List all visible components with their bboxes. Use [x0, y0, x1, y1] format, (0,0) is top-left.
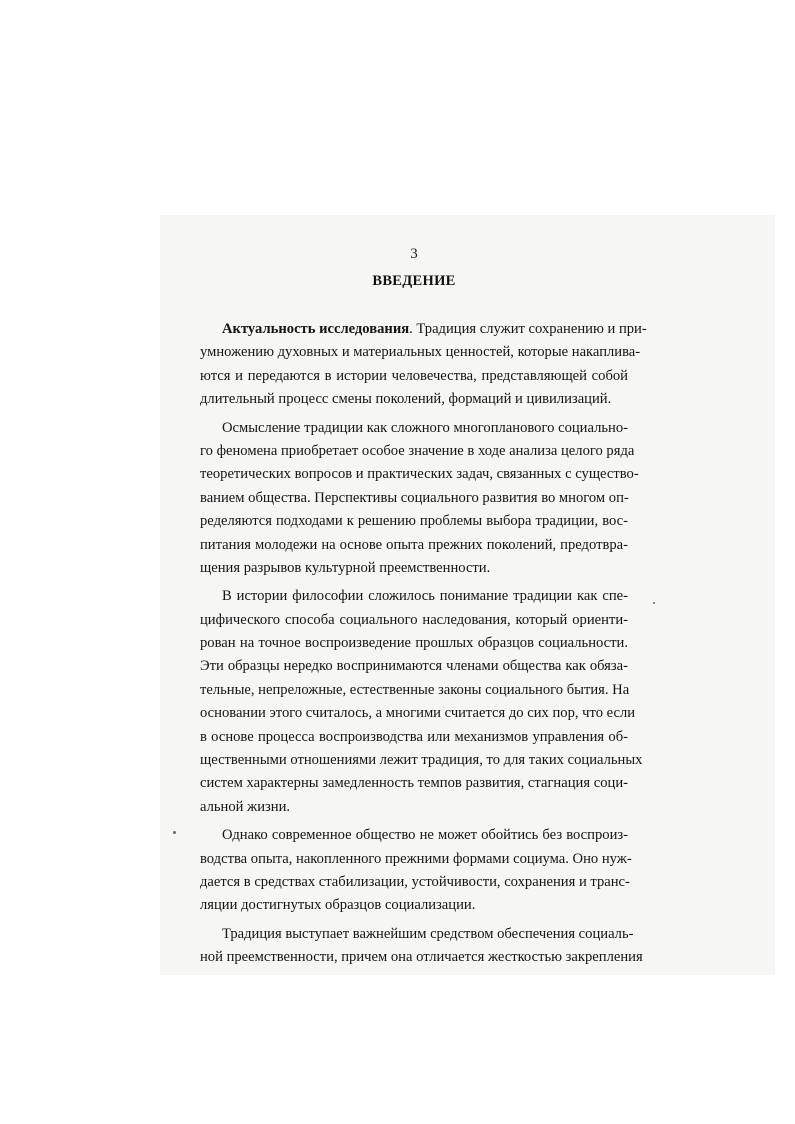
- text-line: В истории философии сложилось понимание традиции как спе-: [222, 588, 628, 605]
- text-line: ределяются подходами к решению проблемы выбора традиции, вос-: [200, 513, 628, 530]
- relevance-lead-rest: . Традиция служит сохранению и при-: [409, 321, 647, 337]
- text-line: ванием общества. Перспективы социального развития во многом оп-: [200, 489, 629, 506]
- scan-speck: [653, 602, 655, 604]
- paragraph-comprehension: [200, 417, 639, 581]
- text-line: в основе процесса воспроизводства или механизмов управления об-: [200, 728, 628, 745]
- body-text: [200, 318, 647, 975]
- text-line: питания молодежи на основе опыта прежних поколений, предотвра-: [200, 536, 628, 553]
- text-line: тельные, непреложные, естественные законы социального бытия. На: [200, 681, 630, 698]
- text-line: ются и передаются в истории человечества, представляющей собой: [200, 367, 628, 384]
- relevance-lead: Актуальность исследования: [222, 321, 410, 337]
- scan-speck: [173, 831, 176, 834]
- page-number: 3: [410, 246, 418, 262]
- paragraph-relevance: [200, 318, 647, 412]
- text-line: теоретических вопросов и практических задач, связанных с существо-: [200, 466, 639, 483]
- text-line: дается в средствах стабилизации, устойчивости, сохранения и транс-: [200, 873, 630, 890]
- text-line: Традиция выступает важнейшим средством обеспечения социаль-: [222, 925, 634, 942]
- text-line: щественными отношениями лежит традиция, то для таких социальных: [200, 752, 643, 769]
- paragraph-modern-society: [200, 824, 632, 918]
- text-line: го феномена приобретает особое значение в ходе анализа целого ряда: [200, 442, 635, 459]
- text-line: цифического способа социального наследования, который ориенти-: [200, 611, 628, 628]
- text-line: ляции достигнутых образцов социализации.: [200, 897, 476, 914]
- text-line: щения разрывов культурной преемственности.: [200, 559, 491, 576]
- text-line: Однако современное общество не может обойтись без воспроиз-: [222, 827, 628, 844]
- text-line: основании этого считалось, а многими считается до сих пор, что если: [200, 705, 636, 722]
- text-line: длительный процесс смены поколений, формаций и цивилизаций.: [200, 391, 612, 408]
- text-line: ной преемственности, причем она отличается жесткостью закрепления: [200, 949, 643, 966]
- page-heading: ВВЕДЕНИЕ: [372, 273, 456, 289]
- text-line: водства опыта, накопленного прежними формами социума. Оно нуж-: [200, 850, 632, 867]
- paragraph-philosophy: [200, 585, 643, 819]
- text-line: [200, 318, 647, 341]
- text-line: умножению духовных и материальных ценностей, которые накаплива-: [200, 344, 641, 361]
- text-line: рован на точное воспроизведение прошлых образцов социальности.: [200, 635, 628, 652]
- paragraph-tradition-role: [200, 923, 643, 970]
- text-line: систем характерны замедленность темпов развития, стагнация соци-: [200, 775, 628, 792]
- text-line: Эти образцы нередко воспринимаются членами общества как обяза-: [200, 658, 628, 675]
- text-line: альной жизни.: [200, 798, 291, 815]
- text-line: Осмысление традиции как сложного многопланового социально-: [222, 419, 628, 436]
